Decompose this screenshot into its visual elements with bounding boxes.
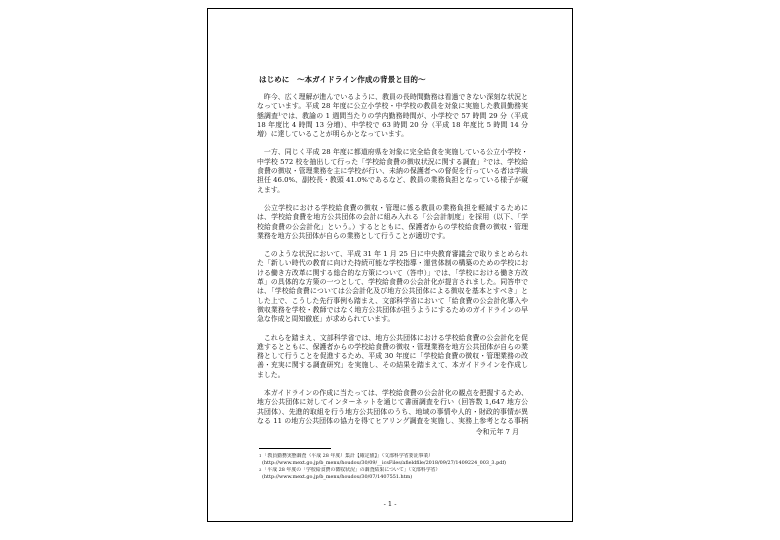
paragraph: 公立学校における学校給食費の徴収・管理に係る教員の業務負担を軽減するためには、学校給食費を地方公共団体の会計に組み入れる「公会計制度」を採用（以下、「学校給食費の公会計化」という。）するとともに、保護者からの学校給食費の徴収・管理業務を地方公共団体が自らの業務として行うことが適切です。	[257, 203, 528, 240]
footnote-separator	[259, 448, 331, 449]
footnote-2-url: (http://www.mext.go.jp/b_menu/houdou/30/07/1407551.htm)	[262, 473, 413, 480]
page-number: - 1 -	[383, 500, 397, 508]
footnote-2	[259, 467, 529, 474]
paragraph: 昨今、広く理解が進んでいるように、教員の長時間勤務は看過できない深刻な状況となっています。平成 28 年度に公立小学校・中学校の教員を対象に実施した教員勤務実態調査¹では、教諭の 1 週間当たりの学内勤務時間が、小学校で 57 時間 29 分（平成 18 年度比 4 時間 13 分増）、中学校で 63 時間 20 分（平成 18 年度比 5 時間 14 分増）に達していることが明らかとなっています。	[257, 93, 528, 139]
body-text	[257, 93, 528, 425]
footnote-1	[259, 453, 529, 460]
document-page	[207, 8, 573, 522]
section-title: はじめに ～本ガイドライン作成の背景と目的～	[259, 75, 426, 84]
paragraph: 一方、同じく平成 28 年度に都道府県を対象に完全給食を実施している公立小学校・中学校 572 校を抽出して行った「学校給食費の徴収状況に関する調査」²では、学校給食費の徴収・管理業務を主に学校が行い、未納の保護者への督促を行っている者は学級担任 46.0%、副校長・教頭 41.0%であるなど、教員の業務負担となっている様子が窺えます。	[257, 148, 528, 194]
footnote-1-url: (http://www.mext.go.jp/b_menu/houdou/30/09/__icsFiles/afieldfile/2018/09/27/1409224_003_3.pdf)	[262, 459, 507, 466]
paragraph: このような状況において、平成 31 年 1 月 25 日に中央教育審議会で取りまとめられた「新しい時代の教育に向けた持続可能な学校指導・運営体制の構築のための学校における働き方改革に関する総合的な方策について（答申）」では、「学校における働き方改革」の具体的な方策の一つとして、学校給食費の公会計化が提言されました。同答申では、「学校給食費については公会計化及び地方公共団体による徴収を基本とすべき」とした上で、こうした先行事例も踏まえ、文部科学省において「給食費の公会計化導入や徴収業務を学校・教師ではなく地方公共団体が担うようにするためのガイドラインの早急な作成と周知徹底」が求められています。	[257, 250, 528, 324]
footnote-text: 「平成 28 年度の「学校給食費の徴収状況」の調査結果について」（文部科学省）	[262, 466, 441, 473]
paragraph: これらを踏まえ、文部科学省では、地方公共団体における学校給食費の公会計化を促進するとともに、保護者からの学校給食費の徴収・管理業務を地方公共団体が自らの業務として行うことを促進するため、平成 30 年度に「学校給食費の徴収・管理業務の改善・充実に関する調査研究」を実施し、その結果を踏まえて、本ガイドラインを作成しました。	[257, 333, 528, 379]
footnote-text: 「教員勤務実態調査（平成 28 年度）集計【確定値】」（文部科学省委託事業）	[262, 453, 434, 459]
document-date: 令和元年 7 月	[475, 428, 519, 436]
paragraph: 本ガイドラインの作成に当たっては、学校給食費の公会計化の観点を把握するため、地方公共団体に対してインターネットを通じて書面調査を行い（回答数 1,647 地方公共団体）、先進的取組を行う地方公共団体のうち、地域の事情や人的・財政的事情が異なる 11 の地方公共団体の協力を得てヒアリング調査を実施し、実務上参考となる事柄	[257, 389, 528, 425]
footnote-marker: 1	[259, 453, 262, 458]
footnotes	[259, 453, 529, 481]
footnote-marker: 2	[259, 466, 262, 472]
